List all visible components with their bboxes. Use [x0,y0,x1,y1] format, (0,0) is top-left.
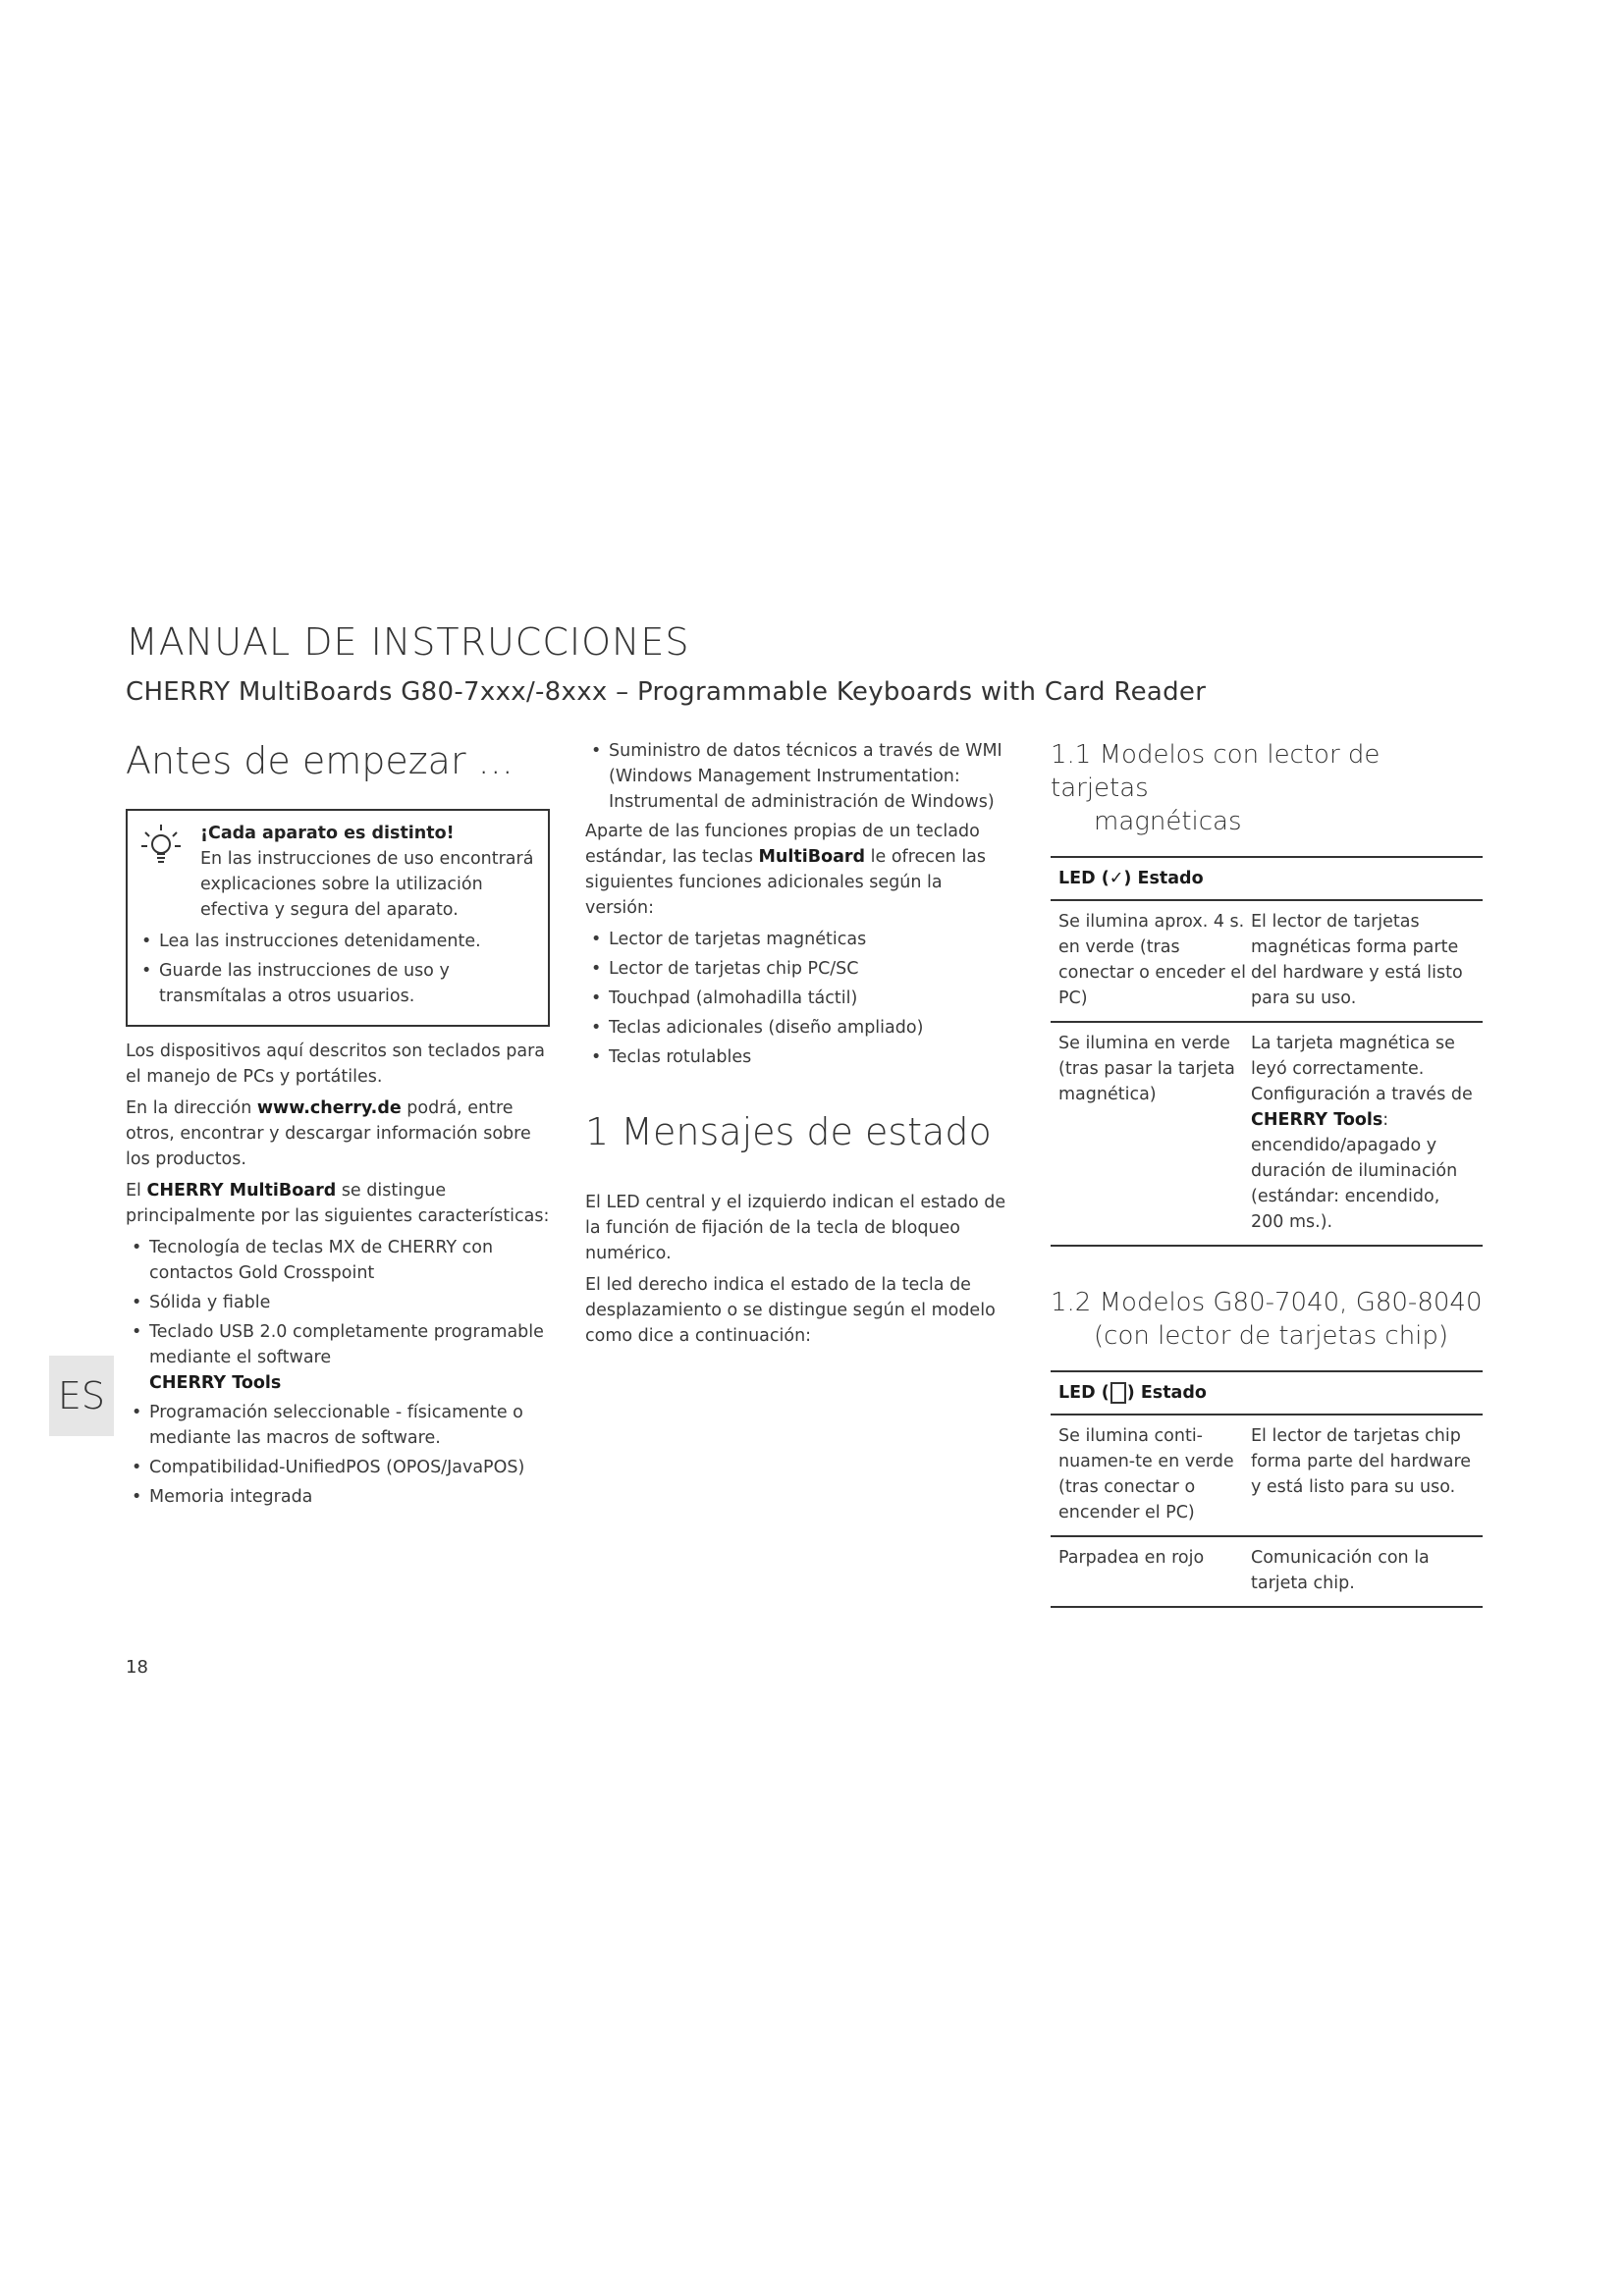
table-row: Se ilumina en verde (tras pasar la tarjeta magnética) La tarjeta magnética se leyó correctamente. Configuración a través de CHERRY Tools: encendido/apagado y duración de iluminación (estándar: encendido, 200 ms.). [1051,1023,1483,1247]
list-item: • Suministro de datos técnicos a través de WMI (Windows Management Instrumentation: Instrumental de administración de Windows) [585,738,1007,815]
chip-card-icon [1110,1382,1126,1404]
page-number: 18 [126,1657,148,1678]
page-title: MANUAL DE INSTRUCCIONES [126,620,690,664]
list-item: • Memoria integrada [126,1484,550,1510]
column-3 [1051,738,1483,1608]
list-item: • Touchpad (almohadilla táctil) [585,986,1007,1011]
paragraph-led-central: El LED central y el izquierdo indican el estado de la función de fijación de la tecla de bloqueo numérico. [585,1193,1006,1263]
list-item: • Programación seleccionable - físicamente o mediante las macros de software. [126,1400,550,1451]
lightbulb-icon [135,821,200,880]
features-list [126,1235,550,1510]
paragraph-functions-intro: Aparte de las funciones propias de un teclado estándar, las teclas MultiBoard le ofrecen las siguientes funciones adicionales según la versión: [585,822,987,918]
column-1 [126,738,550,1514]
table-header: LED ( ) Estado [1051,1372,1483,1415]
section-heading-magnetic: 1.1 Modelos con lector de tarjetas magnéticas [1051,740,1380,836]
list-item: • Lea las instrucciones detenidamente. [135,929,536,954]
language-tab: ES [49,1356,114,1436]
website-link[interactable]: www.cherry.de [256,1098,402,1118]
list-item: • Lector de tarjetas chip PC/SC [585,956,1007,982]
notice-list [135,929,536,1009]
table-magnetic [1051,856,1483,1247]
notice-title: ¡Cada aparato es distinto! [200,824,455,843]
list-item: • Lector de tarjetas magnéticas [585,927,1007,952]
paragraph-website: En la dirección www.cherry.de podrá, entre otros, encontrar y descargar información sobre los productos. [126,1098,531,1169]
table-header: LED (✓) Estado [1051,858,1483,901]
table-chip [1051,1370,1483,1608]
column-2 [585,738,1007,1355]
section-heading-status: 1 Mensajes de estado [585,1110,992,1153]
list-item: • Tecnología de teclas MX de CHERRY con contactos Gold Crosspoint [126,1235,550,1286]
functions-list [585,927,1007,1070]
table-row: Se ilumina aprox. 4 s. en verde (tras conectar o enceder el PC) El lector de tarjetas magnéticas forma parte del hardware y está listo para su uso. [1051,901,1483,1023]
section-heading-before-start: Antes de empezar ... [126,739,514,782]
section-heading-chip: 1.2 Modelos G80-7040, G80-8040 (con lector de tarjetas chip) [1051,1288,1483,1351]
paragraph-devices: Los dispositivos aquí descritos son teclados para el manejo de PCs y portátiles. [126,1041,546,1087]
table-row: Parpadea en rojo Comunicación con la tarjeta chip. [1051,1537,1483,1608]
list-item: • Teclas adicionales (diseño ampliado) [585,1015,1007,1041]
paragraph-led-right: El led derecho indica el estado de la tecla de desplazamiento o se distingue según el modelo como dice a continuación: [585,1275,996,1346]
notice-box [126,809,550,1027]
list-item: • Sólida y fiable [126,1290,550,1315]
paragraph-features-intro: El CHERRY MultiBoard se distingue principalmente por las siguientes características: [126,1181,550,1226]
list-item: • Guarde las instrucciones de uso y transmítalas a otros usuarios. [135,958,536,1009]
check-icon: ✓ [1109,869,1124,888]
page-subtitle: CHERRY MultiBoards G80-7xxx/-8xxx – Programmable Keyboards with Card Reader [126,677,1207,707]
notice-body: En las instrucciones de uso encontrará explicaciones sobre la utilización efectiva y segura del aparato. [200,849,534,920]
list-item: • Compatibilidad-UnifiedPOS (OPOS/JavaPOS) [126,1455,550,1480]
list-item: • Teclas rotulables [585,1044,1007,1070]
wmi-list [585,738,1007,815]
table-row: Se ilumina conti-nuamen-te en verde (tras conectar o encender el PC) El lector de tarjetas chip forma parte del hardware y está listo para su uso. [1051,1415,1483,1537]
list-item: • Teclado USB 2.0 completamente programable mediante el software CHERRY Tools [126,1319,550,1396]
